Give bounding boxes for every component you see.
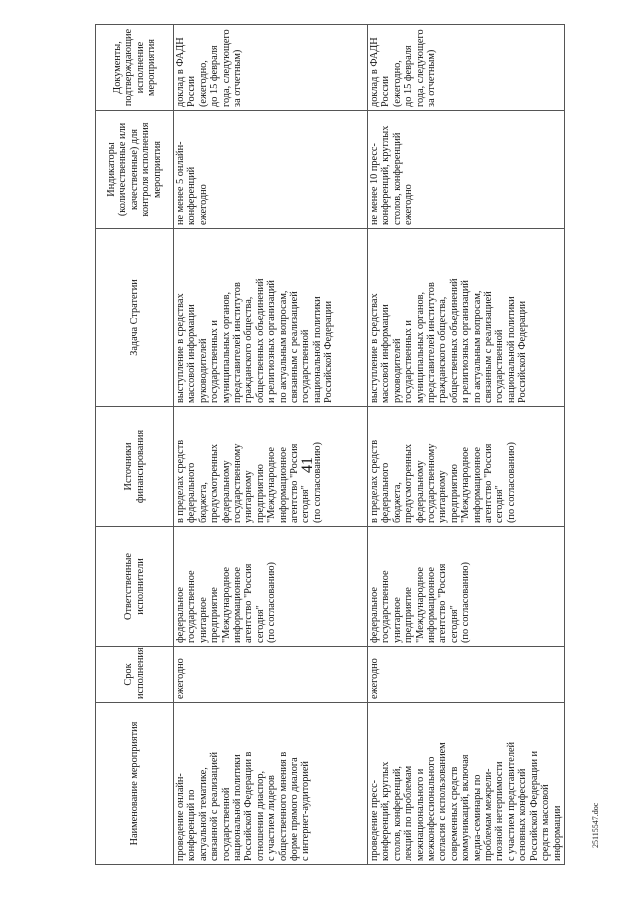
header-indicators: Индикаторы (количественные или качественные) для контроля исполнения мероприятия	[96, 111, 174, 229]
cell-name: проведение онлайн- конференций по актуальной тематике, связанной с реализацией государственной национальной политики Российской Федерации в отношении диаспор, с участием лидеров общественного мнения в форме прямого диалога с интернет-аудиторией	[174, 703, 368, 865]
cell-task: выступление в средствах массовой информации руководителей государственных и муниципальных органов, представителей институтов гражданского общества, общественных объединений и религиозных организаций по актуальным вопросам, связанным с реализацией государственной национальной политики Российской Федерации	[174, 229, 368, 407]
cell-executors: федеральное государственное унитарное предприятие "Международное информационное агентство "Россия сегодня" (по согласованию)	[368, 527, 565, 647]
cell-funding: в пределах средств федерального бюджета, предусмотренных федеральному государственному унитарному предприятию "Международное информационное агентство "Россия сегодня" (по согласованию)	[174, 407, 368, 527]
cell-term: ежегодно	[368, 647, 565, 703]
table-row	[368, 25, 565, 865]
table-row	[174, 25, 368, 865]
cell-indicators: не менее 10 пресс- конференций, круглых столов, конференций ежегодно	[368, 111, 565, 229]
cell-funding: в пределах средств федерального бюджета, предусмотренных федеральному государственному унитарному предприятию "Международное информационное агентство "Россия сегодня" (по согласованию)	[368, 407, 565, 527]
header-funding: Источники финансирования	[96, 407, 174, 527]
cell-indicators: не менее 5 онлайн- конференций ежегодно	[174, 111, 368, 229]
cell-term: ежегодно	[174, 647, 368, 703]
header-executors: Ответственные исполнители	[96, 527, 174, 647]
cell-executors: федеральное государственное унитарное предприятие "Международное информационное агентство "Россия сегодня" (по согласованию)	[174, 527, 368, 647]
cell-name: проведение пресс- конференций, круглых столов, конференций, лекций по проблемам межнационального и межконфессионального согласия с использованием современных средств коммуникаций, включая медиа-семинары по проблемам межрели- гиозной нетерпимости с участием представителей основных конфессий Российской Федерации и средств массовой информации	[368, 703, 565, 865]
header-term: Срок исполнения	[96, 647, 174, 703]
footer-filename: 25115547.doc	[591, 802, 600, 848]
table-header-row	[96, 25, 174, 865]
header-name: Наименование мероприятия	[96, 703, 174, 865]
cell-documents: доклад в ФАДН России (ежегодно, до 15 февраля года, следующего за отчетным)	[174, 25, 368, 111]
cell-task: выступление в средствах массовой информации руководителей государственных и муниципальных органов, представителей институтов гражданского общества, общественных объединений и религиозных организаций по актуальным вопросам, связанным с реализацией государственной национальной политики Российской Федерации	[368, 229, 565, 407]
page-number: 41	[299, 457, 316, 473]
action-plan-table	[95, 24, 565, 865]
table-rotation-frame	[95, 25, 563, 865]
rotated-table-sheet	[95, 25, 563, 865]
cell-documents: доклад в ФАДН России (ежегодно, до 15 февраля года, следующего за отчетным)	[368, 25, 565, 111]
header-documents: Документы, подтверждающие исполнение мероприятия	[96, 25, 174, 111]
header-task: Задача Стратегии	[96, 229, 174, 407]
